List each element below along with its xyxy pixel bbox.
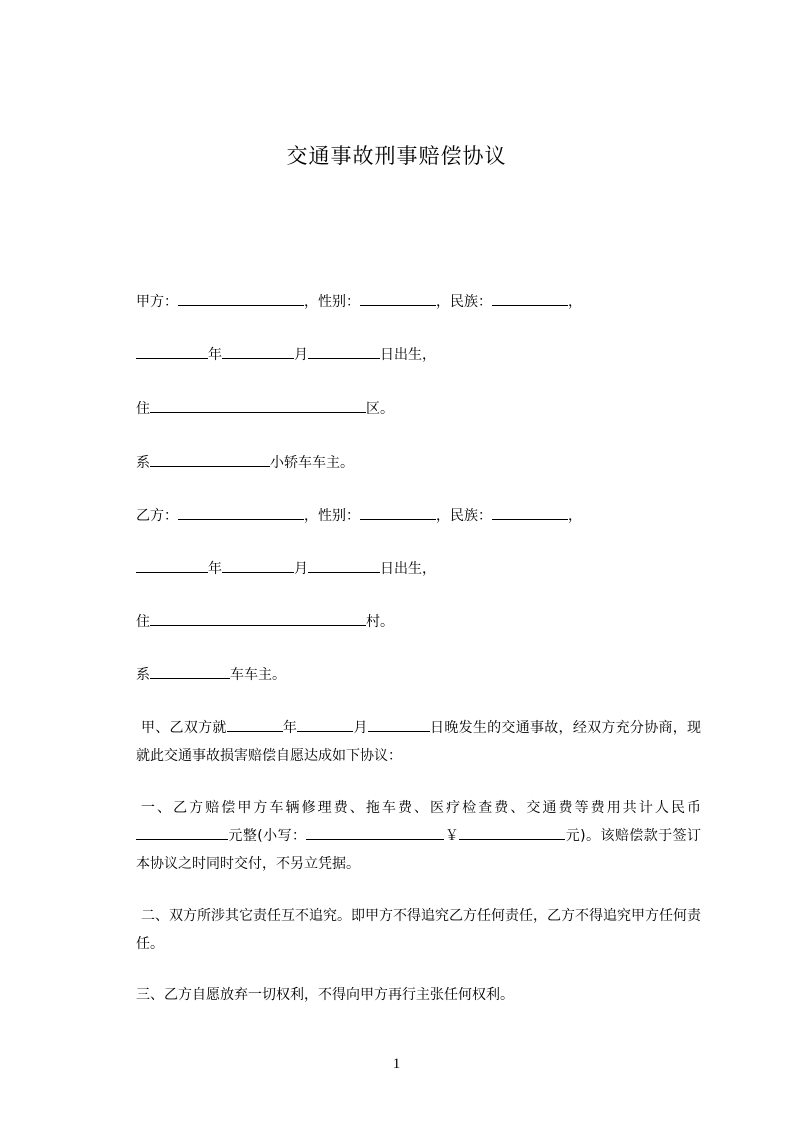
- text: ￥: [444, 828, 460, 844]
- text: 小轿车车主。: [270, 455, 354, 471]
- text: 年: [208, 561, 222, 577]
- clause-3: 三、乙方自愿放弃一切权利，不得向甲方再行主张任何权利。: [136, 987, 514, 1003]
- blank-field[interactable]: [227, 717, 283, 732]
- text: 月: [294, 347, 308, 363]
- text: 乙方：: [136, 508, 178, 524]
- blank-field[interactable]: [308, 344, 380, 359]
- blank-field[interactable]: [368, 717, 430, 732]
- text: 系: [136, 455, 150, 471]
- party-b-line-3: [136, 611, 394, 632]
- text: ，民族：: [436, 508, 492, 524]
- party-b-line-1: [136, 505, 582, 526]
- party-b-line-2: [136, 558, 436, 579]
- blank-field[interactable]: [459, 825, 565, 840]
- blank-field[interactable]: [492, 505, 568, 520]
- text: 年: [208, 347, 222, 363]
- text: 日晚发生的交通事故，经双方充分协商，现就此交通事故损害赔偿自愿达成如下协议：: [136, 720, 702, 764]
- text: 村。: [366, 614, 394, 630]
- intro-paragraph: [136, 714, 701, 770]
- text: 甲、乙双方就: [141, 720, 227, 736]
- text: ，性别：: [304, 294, 360, 310]
- blank-field[interactable]: [306, 825, 444, 840]
- text: ，性别：: [304, 508, 360, 524]
- blank-field[interactable]: [178, 291, 304, 306]
- blank-field[interactable]: [360, 291, 436, 306]
- page-number: 1: [392, 1056, 401, 1072]
- text: 月: [294, 561, 308, 577]
- blank-field[interactable]: [136, 825, 228, 840]
- text: 住: [136, 614, 150, 630]
- blank-field[interactable]: [178, 505, 304, 520]
- blank-field[interactable]: [150, 452, 270, 467]
- blank-field[interactable]: [492, 291, 568, 306]
- party-a-line-2: [136, 344, 436, 365]
- text: 月: [353, 720, 368, 736]
- text: ，: [568, 294, 582, 310]
- party-b-line-4: [136, 664, 286, 685]
- text: 甲方：: [136, 294, 178, 310]
- document-title: 交通事故刑事赔偿协议: [286, 144, 507, 168]
- text: 区。: [366, 401, 394, 417]
- blank-field[interactable]: [150, 398, 366, 413]
- text: 年: [282, 720, 298, 736]
- blank-field[interactable]: [360, 505, 436, 520]
- text: 住: [136, 401, 150, 417]
- text: 一、乙方赔偿甲方车辆修理费、拖车费、医疗检查费、交通费等费用共计人民币: [141, 800, 701, 816]
- blank-field[interactable]: [297, 717, 353, 732]
- clause-2: 二、双方所涉其它责任互不追究。即甲方不得追究乙方任何责任，乙方不得追究甲方任何责任。: [136, 908, 701, 952]
- blank-field[interactable]: [222, 344, 294, 359]
- text: ，: [568, 508, 582, 524]
- text: 元)。该赔偿款于签订本协议之时同时交付，不另立凭据。: [136, 828, 702, 872]
- blank-field[interactable]: [150, 664, 230, 679]
- clause-1: [136, 794, 701, 878]
- blank-field[interactable]: [308, 558, 380, 573]
- party-a-line-1: [136, 291, 582, 312]
- text: 车车主。: [230, 667, 286, 683]
- party-a-line-4: [136, 452, 354, 473]
- text: 日出生，: [380, 347, 436, 363]
- text: 元整(小写：: [228, 828, 307, 844]
- blank-field[interactable]: [136, 558, 208, 573]
- blank-field[interactable]: [222, 558, 294, 573]
- text: 日出生，: [380, 561, 436, 577]
- blank-field[interactable]: [136, 344, 208, 359]
- text: 系: [136, 667, 150, 683]
- party-a-line-3: [136, 398, 394, 419]
- text: ，民族：: [436, 294, 492, 310]
- blank-field[interactable]: [150, 611, 366, 626]
